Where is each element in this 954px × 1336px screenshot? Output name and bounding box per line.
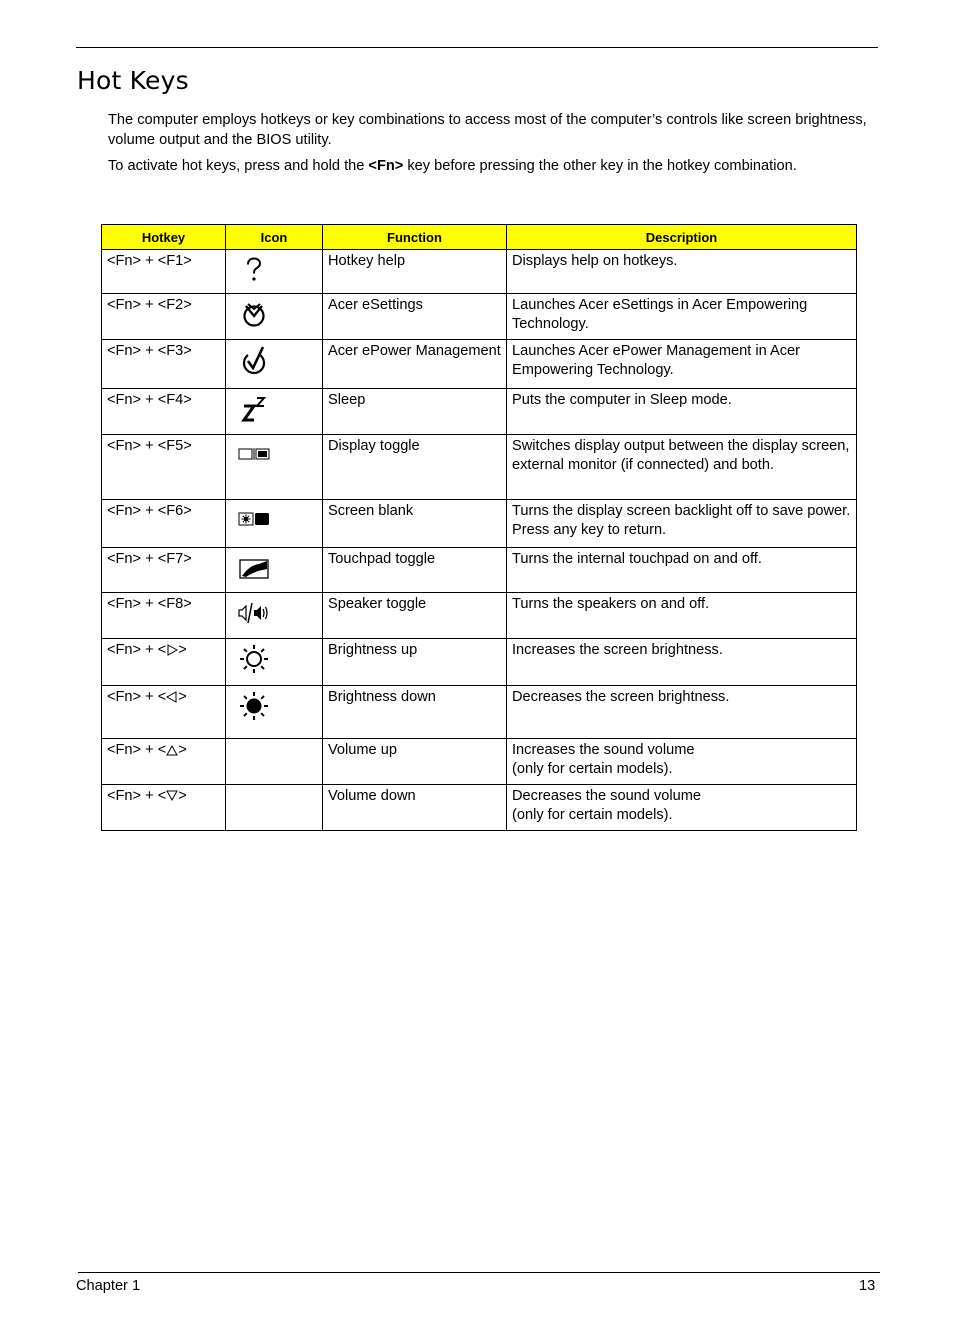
footer-page-number: 13 bbox=[859, 1278, 876, 1294]
table-row bbox=[102, 784, 857, 830]
function-cell: Brightness down bbox=[323, 685, 507, 738]
table-row bbox=[102, 592, 857, 638]
intro-text bbox=[108, 110, 868, 182]
table-row bbox=[102, 499, 857, 547]
brightness-down-icon bbox=[238, 690, 270, 722]
table-row bbox=[102, 293, 857, 339]
acer-epower-icon bbox=[238, 344, 270, 376]
hotkey-cell: <Fn> + <F1> bbox=[102, 250, 226, 294]
description-cell: Displays help on hotkeys. bbox=[507, 250, 857, 294]
table-row bbox=[102, 685, 857, 738]
activate-text-before: To activate hot keys, press and hold the bbox=[108, 158, 369, 174]
header-hotkey: Hotkey bbox=[102, 225, 226, 250]
down-arrow-icon bbox=[166, 790, 178, 802]
hotkey-cell: <Fn> + < > bbox=[102, 685, 226, 738]
intro-paragraph: The computer employs hotkeys or key combinations to access most of the computer’s controls like screen brightness, volume output and the BIOS utility. bbox=[108, 112, 867, 148]
screen-blank-icon bbox=[238, 504, 270, 536]
hotkey-cell: <Fn> + <F7> bbox=[102, 547, 226, 592]
function-cell: Acer ePower Management bbox=[323, 339, 507, 388]
hotkey-cell: <Fn> + <F3> bbox=[102, 339, 226, 388]
activate-paragraph bbox=[108, 156, 868, 176]
description-cell: Increases the sound volume (only for certain models). bbox=[507, 738, 857, 784]
sleep-icon bbox=[238, 393, 270, 425]
touchpad-icon bbox=[238, 552, 270, 584]
hotkey-table bbox=[101, 224, 857, 831]
function-cell: Acer eSettings bbox=[323, 293, 507, 339]
left-arrow-icon bbox=[166, 691, 178, 703]
header-function: Function bbox=[323, 225, 507, 250]
description-cell: Turns the display screen backlight off to save power. Press any key to return. bbox=[507, 499, 857, 547]
speaker-toggle-icon bbox=[238, 597, 270, 629]
function-cell: Touchpad toggle bbox=[323, 547, 507, 592]
hotkey-cell: <Fn> + <F5> bbox=[102, 434, 226, 499]
description-cell: Decreases the screen brightness. bbox=[507, 685, 857, 738]
function-cell: Brightness up bbox=[323, 638, 507, 685]
description-cell: Launches Acer eSettings in Acer Empowering Technology. bbox=[507, 293, 857, 339]
table-row bbox=[102, 547, 857, 592]
function-cell: Volume up bbox=[323, 738, 507, 784]
page-title: Hot Keys bbox=[77, 66, 189, 95]
table-row bbox=[102, 339, 857, 388]
function-cell: Sleep bbox=[323, 388, 507, 434]
table-row bbox=[102, 250, 857, 294]
hotkey-cell: <Fn> + <F6> bbox=[102, 499, 226, 547]
function-cell: Volume down bbox=[323, 784, 507, 830]
footer-chapter: Chapter 1 bbox=[76, 1278, 141, 1294]
up-arrow-icon bbox=[166, 744, 178, 756]
right-arrow-icon bbox=[166, 644, 178, 656]
hotkey-cell: <Fn> + < > bbox=[102, 784, 226, 830]
table-row bbox=[102, 638, 857, 685]
description-cell: Decreases the sound volume (only for certain models). bbox=[507, 784, 857, 830]
header-description: Description bbox=[507, 225, 857, 250]
hotkey-cell: <Fn> + <F8> bbox=[102, 592, 226, 638]
description-cell: Switches display output between the display screen, external monitor (if connected) and both. bbox=[507, 434, 857, 499]
description-cell: Turns the internal touchpad on and off. bbox=[507, 547, 857, 592]
question-mark-icon bbox=[238, 254, 270, 286]
brightness-up-icon bbox=[238, 643, 270, 675]
top-rule bbox=[76, 47, 878, 48]
bottom-rule bbox=[78, 1272, 880, 1273]
display-toggle-icon bbox=[238, 439, 270, 471]
description-cell: Increases the screen brightness. bbox=[507, 638, 857, 685]
activate-text-after: key before pressing the other key in the hotkey combination. bbox=[403, 158, 797, 174]
description-cell: Puts the computer in Sleep mode. bbox=[507, 388, 857, 434]
table-header-row bbox=[102, 225, 857, 250]
fn-key-label: <Fn> bbox=[368, 158, 404, 174]
hotkey-cell: <Fn> + < > bbox=[102, 638, 226, 685]
description-cell: Launches Acer ePower Management in Acer Empowering Technology. bbox=[507, 339, 857, 388]
function-cell: Speaker toggle bbox=[323, 592, 507, 638]
empty-icon-cell bbox=[226, 784, 323, 830]
hotkey-cell: <Fn> + <F4> bbox=[102, 388, 226, 434]
empty-icon-cell bbox=[226, 738, 323, 784]
hotkey-cell: <Fn> + <F2> bbox=[102, 293, 226, 339]
function-cell: Hotkey help bbox=[323, 250, 507, 294]
table-row bbox=[102, 434, 857, 499]
table-row bbox=[102, 738, 857, 784]
table-row bbox=[102, 388, 857, 434]
header-icon: Icon bbox=[226, 225, 323, 250]
function-cell: Display toggle bbox=[323, 434, 507, 499]
acer-esettings-icon bbox=[238, 298, 270, 330]
hotkey-cell: <Fn> + < > bbox=[102, 738, 226, 784]
function-cell: Screen blank bbox=[323, 499, 507, 547]
description-cell: Turns the speakers on and off. bbox=[507, 592, 857, 638]
